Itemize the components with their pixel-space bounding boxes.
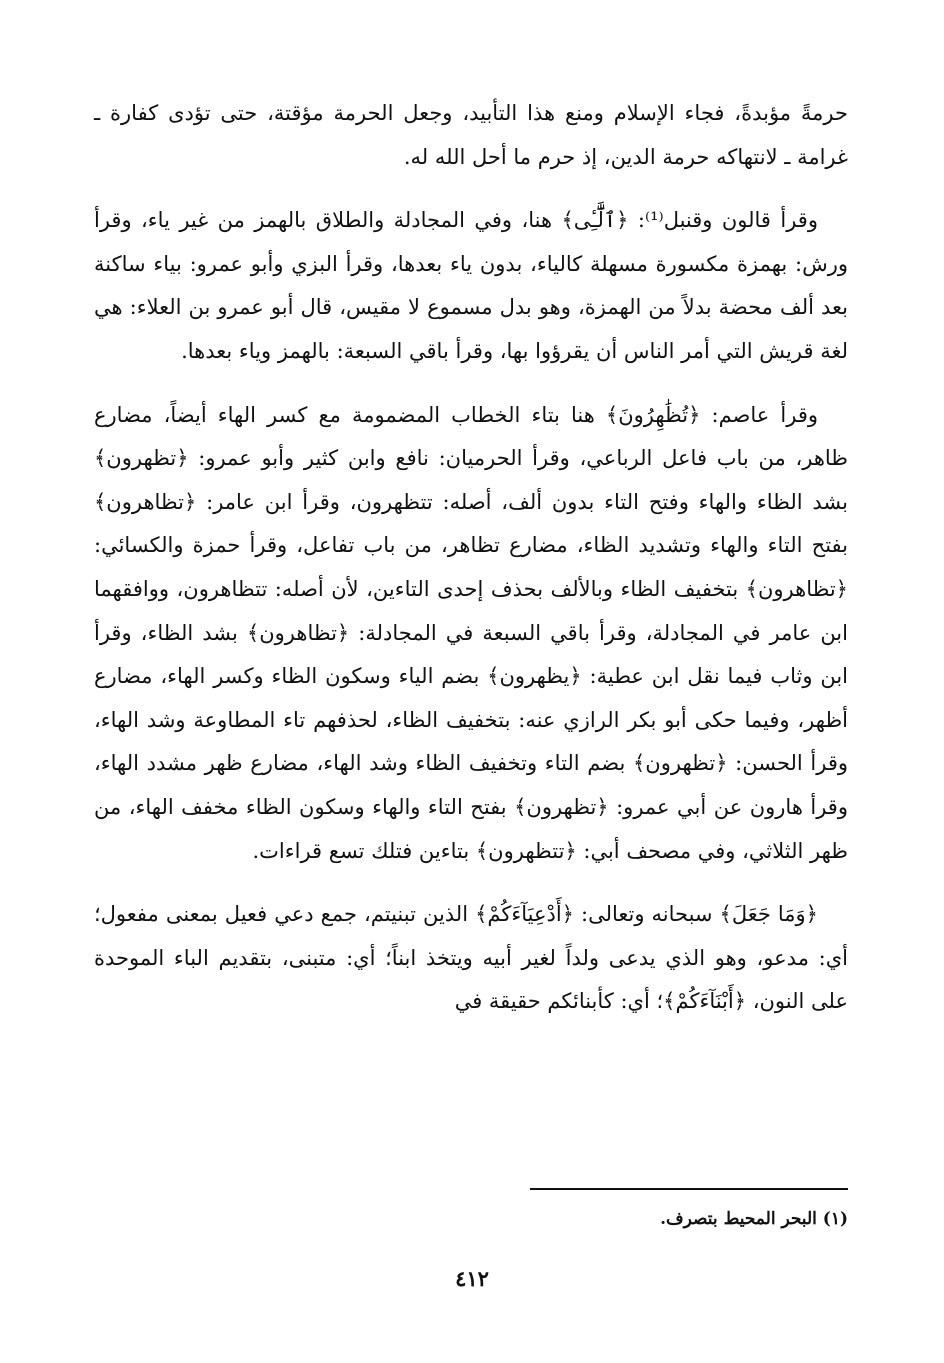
footnote: (١) البحر المحيط بتصرف. — [660, 1209, 848, 1229]
page-number: ٤١٢ — [455, 1266, 489, 1291]
paragraph-1: حرمةً مؤبدةً، فجاء الإسلام ومنع هذا التأبيد، وجعل الحرمة مؤقتة، حتى تؤدى كفارة ـ غرامة ـ لانتهاكه حرمة الدين، إذ حرم ما أحل الله له. — [94, 101, 848, 169]
paragraph-4: ﴿وَمَا جَعَلَ﴾ سبحانه وتعالى: ﴿أَدْعِيَآءَكُمْ﴾ الذين تبنيتم، جمع دعي فعيل بمعنى مفعول؛ أي: مدعو، وهو الذي يدعى ولداً لغير أبيه ويتخذ ابناً؛ أي: متبنى، بتقديم الباء الموحدة على النون، ﴿أَبْنَآءَكُمْ﴾؛ أي: كأبنائكم حقيقة في — [94, 902, 848, 1014]
main-text — [94, 92, 848, 1044]
paragraph-3: وقرأ عاصم: ﴿تُظَٰهِرُونَ﴾ هنا بتاء الخطاب المضمومة مع كسر الهاء أيضاً، مضارع ظاهر، من باب فاعل الرباعي، وقرأ الحرميان: نافع وابن كثير وأبو عمرو: ﴿تظهرون﴾ بشد الظاء والهاء وفتح التاء بدون ألف، أصله: تتظهرون، وقرأ ابن عامر: ﴿تظاهرون﴾ بفتح التاء والهاء وتشديد الظاء، مضارع تظاهر، من باب تفاعل، وقرأ حمزة والكسائي: ﴿تظاهرون﴾ بتخفيف الظاء وبالألف بحذف إحدى التاءين، لأن أصله: تتظاهرون، ووافقهما ابن عامر في المجادلة، وقرأ باقي السبعة في المجادلة: ﴿تظاهرون﴾ بشد الظاء، وقرأ ابن وثاب فيما نقل ابن عطية: ﴿يظهرون﴾ بضم الياء وسكون الظاء وكسر الهاء، مضارع أظهر، وفيما حكى أبو بكر الرازي عنه: بتخفيف الظاء، لحذفهم تاء المطاوعة وشد الهاء، وقرأ الحسن: ﴿تظهرون﴾ بضم التاء وتخفيف الظاء وشد الهاء، مضارع ظهر مشدد الهاء، وقرأ هارون عن أبي عمرو: ﴿تظهرون﴾ بفتح التاء والهاء وسكون الظاء مخفف الهاء، من ظهر الثلاثي، وفي مصحف أبي: ﴿تتظهرون﴾ بتاءين فتلك تسع قراءات. — [94, 402, 848, 863]
footnote-divider — [530, 1188, 848, 1190]
paragraph-2: وقرأ قالون وقنبل⁽¹⁾: ﴿ٱلَّٰٓـِٔى﴾ هنا، وفي المجادلة والطلاق بالهمز من غير ياء، وقرأ ورش: بهمزة مكسورة مسهلة كالياء، بدون ياء بعدها، وقرأ البزي وأبو عمرو: بياء ساكنة بعد ألف محضة بدلاً من الهمزة، وهو بدل مسموع لا مقيس، قال أبو عمرو بن العلاء: هي لغة قريش التي أمر الناس أن يقرؤوا بها، وقرأ باقي السبعة: بالهمز وياء بعدها. — [94, 208, 848, 363]
